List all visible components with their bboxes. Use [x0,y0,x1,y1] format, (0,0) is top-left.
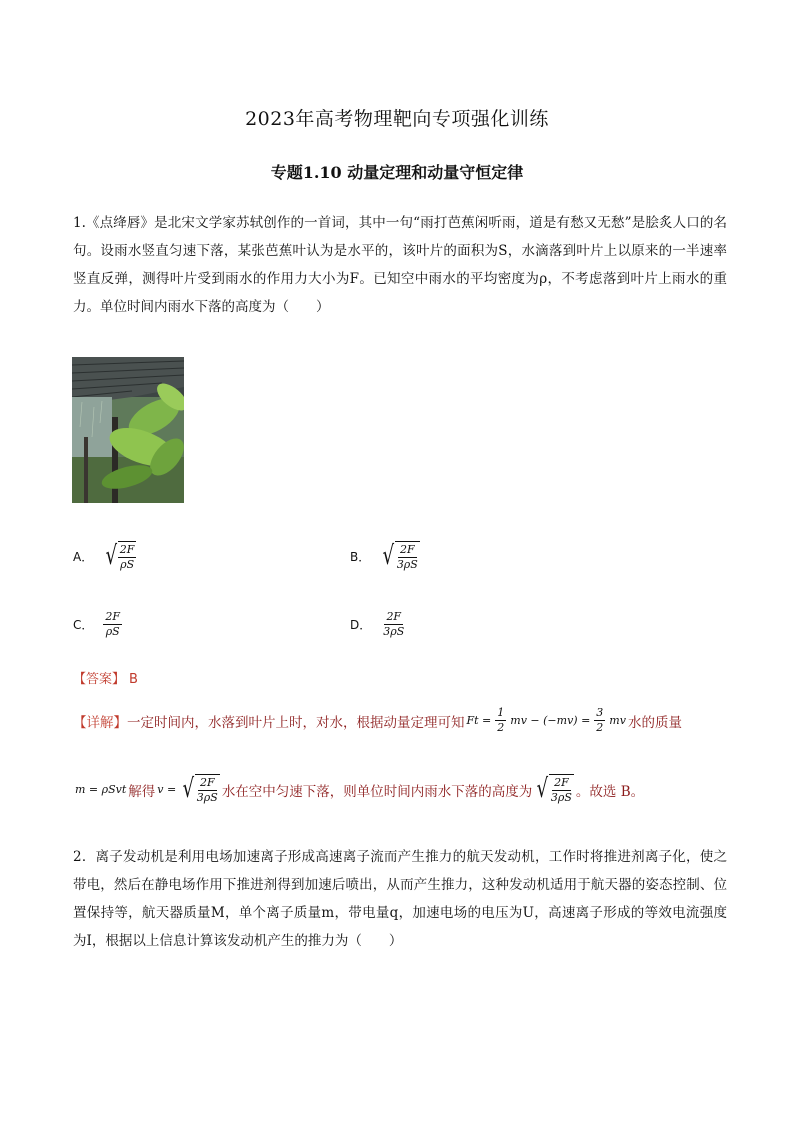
answer-tag: 【答案】 [73,672,126,687]
detail-text-1: 一定时间内，水落到叶片上时，对水，根据动量定理可知 [127,714,465,731]
option-a-numerator: 2F [119,543,135,556]
question-1-text: 1.《点绛唇》是北宋文学家苏轼创作的一首词，其中一句“雨打芭蕉闲听雨，道是有愁又无愁”是脍炙人口的名句。设雨水竖直匀速下落，某张芭蕉叶认为是水平的，该叶片的面积为S，水滴落到叶片上以原来的一半速率竖直反弹，测得叶片受到雨水的作用力大小为F。已知空中雨水的平均密度为ρ，不考虑落到叶片上雨水的重力。单位时间内雨水下落的高度为（ ） [73,215,727,315]
detail-line-1 [73,706,682,735]
option-b-label: B． [350,550,371,564]
momentum-formula-lhs: Ft = [466,714,492,727]
option-c-label: C． [73,618,94,632]
option-d-formula [381,610,406,639]
momentum-formula-mid: mv − (−mv) = [510,714,591,727]
page-title: 2023年高考物理靶向专项强化训练 [245,108,549,130]
velocity-sqrt-formula: √ $\frac{2F}{3\rho S}$ [182,774,218,804]
height-sqrt-formula: √ $\frac{2F}{3\rho S}$ [536,774,572,804]
half-fraction: $\frac{1}{2}$ [497,706,505,734]
detail-text-2a: 解得 [128,783,156,800]
option-b-numerator: 2F [400,543,415,556]
sqrt-sign: √ [382,541,395,571]
option-b [350,541,420,572]
velocity-eq: v = [157,783,177,796]
option-a-formula [103,541,136,572]
page-subtitle: 专题1.10 动量定理和动量守恒定律 [270,163,524,182]
option-b-formula [380,541,420,572]
answer-line [73,668,138,687]
detail-text-1-tail: 水的质量 [627,714,682,731]
option-c [73,610,122,639]
option-d-numerator: 2F [386,610,402,623]
option-d-label: D． [350,618,372,632]
sqrt-sign: √ [536,774,549,804]
option-b-denominator: 3ρS [396,558,418,571]
sqrt-sign: √ [182,774,195,804]
sqrt-sign: √ [105,541,118,571]
option-d-denominator: 3ρS [383,625,405,638]
rain-banana-leaf-photo [72,357,184,503]
detail-line-2 [73,774,644,805]
option-d [350,610,406,639]
detail-tag: 【详解】 [73,714,127,731]
question-2-text: 2．离子发动机是利用电场加速离子形成高速离子流而产生推力的航天发动机，工作时将推进剂离子化，使之带电，然后在静电场作用下推进剂得到加速后喷出，从而产生推力，这种发动机适用于航天器的姿态控制、位置保持等，航天器质量M，单个离子质量m，带电量q，加速电场的电压为U，高速离子形成的等效电流强度为I，根据以上信息计算该发动机产生的推力为（ ） [73,849,727,949]
detail-text-2b: 水在空中匀速下落，则单位时间内雨水下落的高度为 [221,783,533,800]
mass-formula: m = ρSvt [75,783,127,796]
detail-text-2c: 。故选 B。 [575,783,645,800]
option-c-numerator: 2F [105,610,121,623]
option-a-denominator: ρS [120,558,135,571]
answer-value: B [129,672,138,687]
option-a-label: A． [73,550,94,564]
option-a [73,541,136,572]
option-c-formula [103,610,122,639]
option-c-denominator: ρS [105,625,120,638]
momentum-formula-end: mv [609,714,626,727]
three-half-fraction: $\frac{3}{2}$ [596,706,604,734]
